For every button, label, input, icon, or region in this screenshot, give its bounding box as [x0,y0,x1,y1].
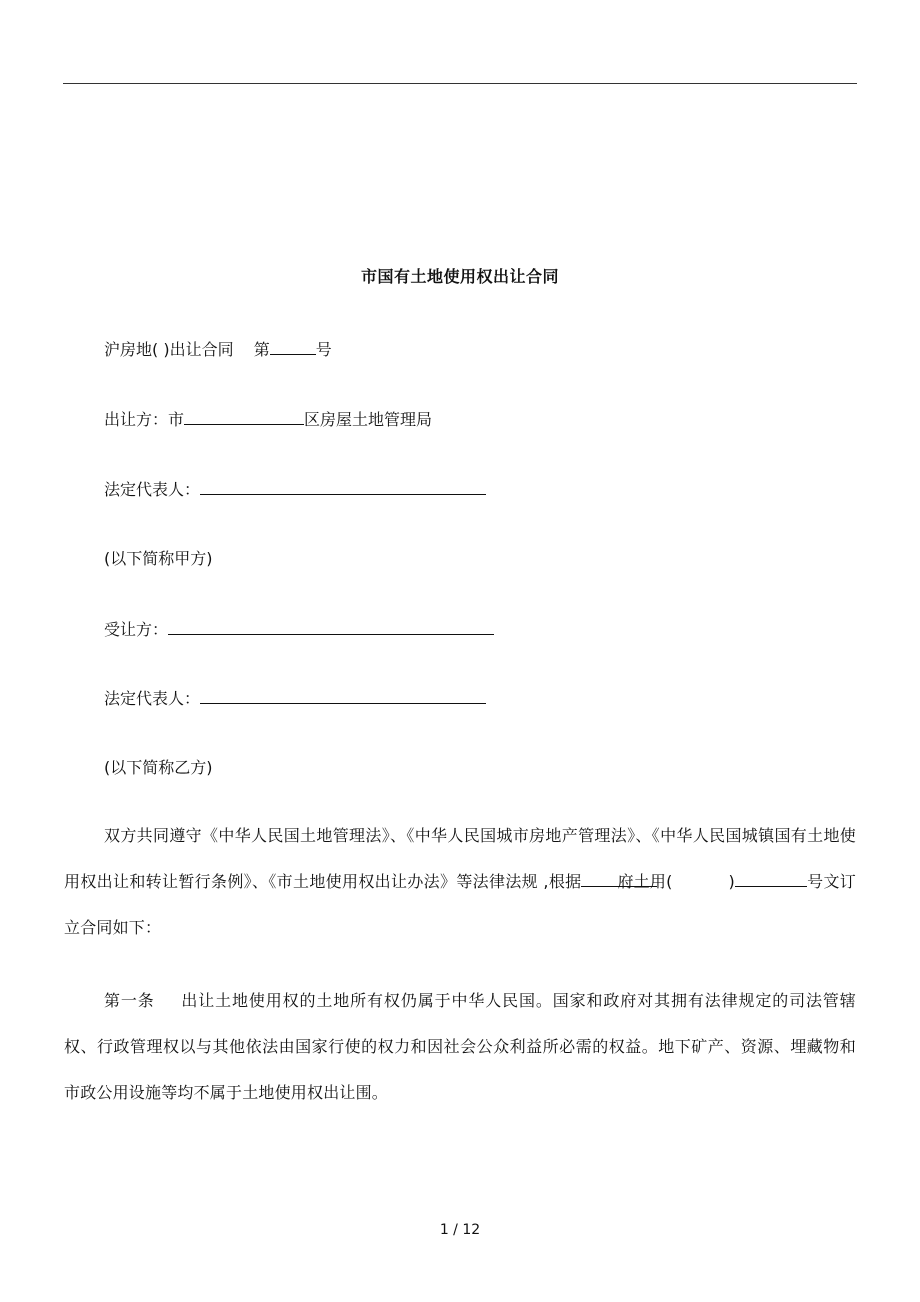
grantee-blank[interactable] [168,618,494,635]
grantor-district-blank[interactable] [184,408,304,425]
grantee-rep-label: 法定代表人： [104,689,201,708]
contract-di: 第 [253,340,270,359]
grantor-rep-label: 法定代表人： [104,480,201,499]
preamble-line2-c: 号文订立合同如下： [64,872,856,937]
document-title: 市国有土地使用权出让合同 [360,267,559,286]
grantor-label: 出让方：市 [104,410,185,429]
grantor-suffix: 区房屋土地管理局 [304,410,433,429]
grantor-line [104,408,432,431]
contract-number-line [104,338,332,361]
preamble-text: 双方共同遵守《中华人民国土地管理法》、《中华人民国城市房地产管理法》、《中华人民国城镇国有土地使用权出让和转让暂行条例》、《市土地使用权出让办法》等法律法规 ,根据 [64,826,856,891]
grantee-line [104,618,494,641]
contract-prefix: 沪房地( )出让合同 [104,340,234,359]
preamble-paragraph [64,813,856,951]
grantor-alias: (以下简称甲方) [104,549,213,568]
preamble-doc-number-blank[interactable] [735,870,807,887]
grantee-rep-blank[interactable] [200,687,486,704]
grantor-rep-blank[interactable] [200,478,486,495]
grantor-rep-line [104,478,486,501]
contract-hao: 号 [315,340,332,359]
article-1-text: 出让土地使用权的土地所有权仍属于中华人民国。国家和政府对其拥有法律规定的司法管辖权、行政管理权以与其他依法由国家行使的权力和因社会公众利益所必需的权益。地下矿产、资源、埋藏物和市政公用设施等均不属于土地使用权出让围。 [64,991,856,1102]
page-number: 1 / 12 [439,1222,481,1238]
header-rule [63,83,857,84]
article-1-heading: 第一条 [104,991,155,1010]
preamble-line2-b: ) [728,872,735,891]
contract-number-blank[interactable] [270,338,316,355]
grantee-alias: (以下简称乙方) [104,758,213,777]
preamble-line2-a: 府土用( [617,872,673,891]
grantee-rep-line [104,687,486,710]
article-1-paragraph [64,978,856,1116]
grantee-label: 受让方： [104,620,169,639]
